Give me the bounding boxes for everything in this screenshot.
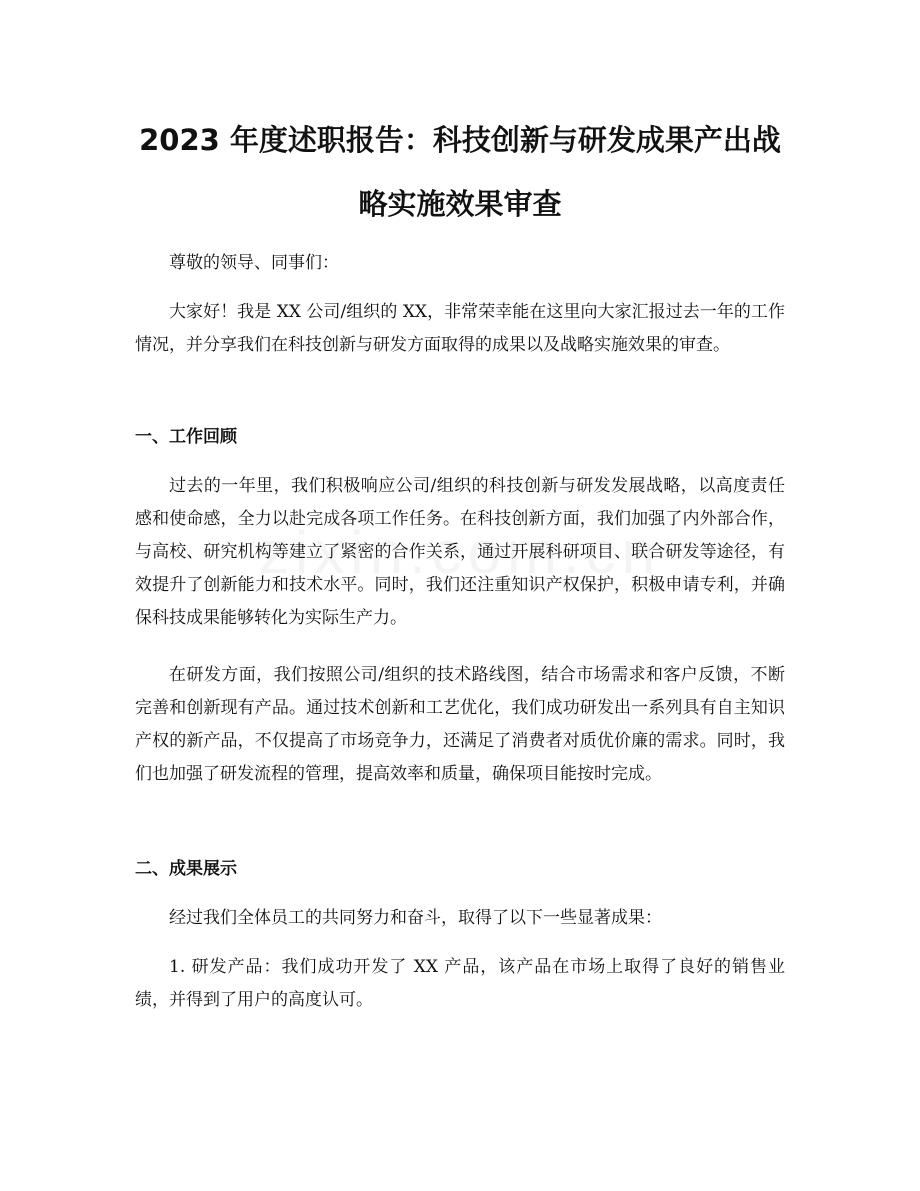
document-title: 2023 年度述职报告：科技创新与研发成果产出战略实施效果审查 — [139, 123, 781, 221]
paragraph-results-intro: 经过我们全体员工的共同努力和奋斗，取得了以下一些显著成果： — [169, 908, 662, 928]
intro-paragraph: 大家好！我是 XX 公司/组织的 XX，非常荣幸能在这里向大家汇报过去一年的工作情况，并分享我们在科技创新与研发方面取得的成果以及战略实施效果的审查。 — [135, 302, 785, 355]
paragraph-results-item-1: 1. 研发产品：我们成功开发了 XX 产品，该产品在市场上取得了良好的销售业绩，并得到了用户的高度认可。 — [135, 957, 785, 1010]
paragraph-work-review-1: 过去的一年里，我们积极响应公司/组织的科技创新与研发发展战略，以高度责任感和使命感，全力以赴完成各项工作任务。在科技创新方面，我们加强了内外部合作，与高校、研究机构等建立了紧密的合作关系，通过开展科研项目、联合研发等途径，有效提升了创新能力和技术水平。同时，我们还注重知识产权保护，积极申请专利，并确保科技成果能够转化为实际生产力。 — [135, 476, 785, 628]
section-heading-results: 二、成果展示 — [135, 859, 237, 879]
greeting: 尊敬的领导、同事们： — [169, 253, 339, 273]
section-heading-work-review: 一、工作回顾 — [135, 427, 237, 447]
paragraph-work-review-2: 在研发方面，我们按照公司/组织的技术路线图，结合市场需求和客户反馈，不断完善和创新现有产品。通过技术创新和工艺优化，我们成功研发出一系列具有自主知识产权的新产品，不仅提高了市场竞争力，还满足了消费者对质优价廉的需求。同时，我们也加强了研发流程的管理，提高效率和质量，确保项目能按时完成。 — [135, 665, 785, 784]
